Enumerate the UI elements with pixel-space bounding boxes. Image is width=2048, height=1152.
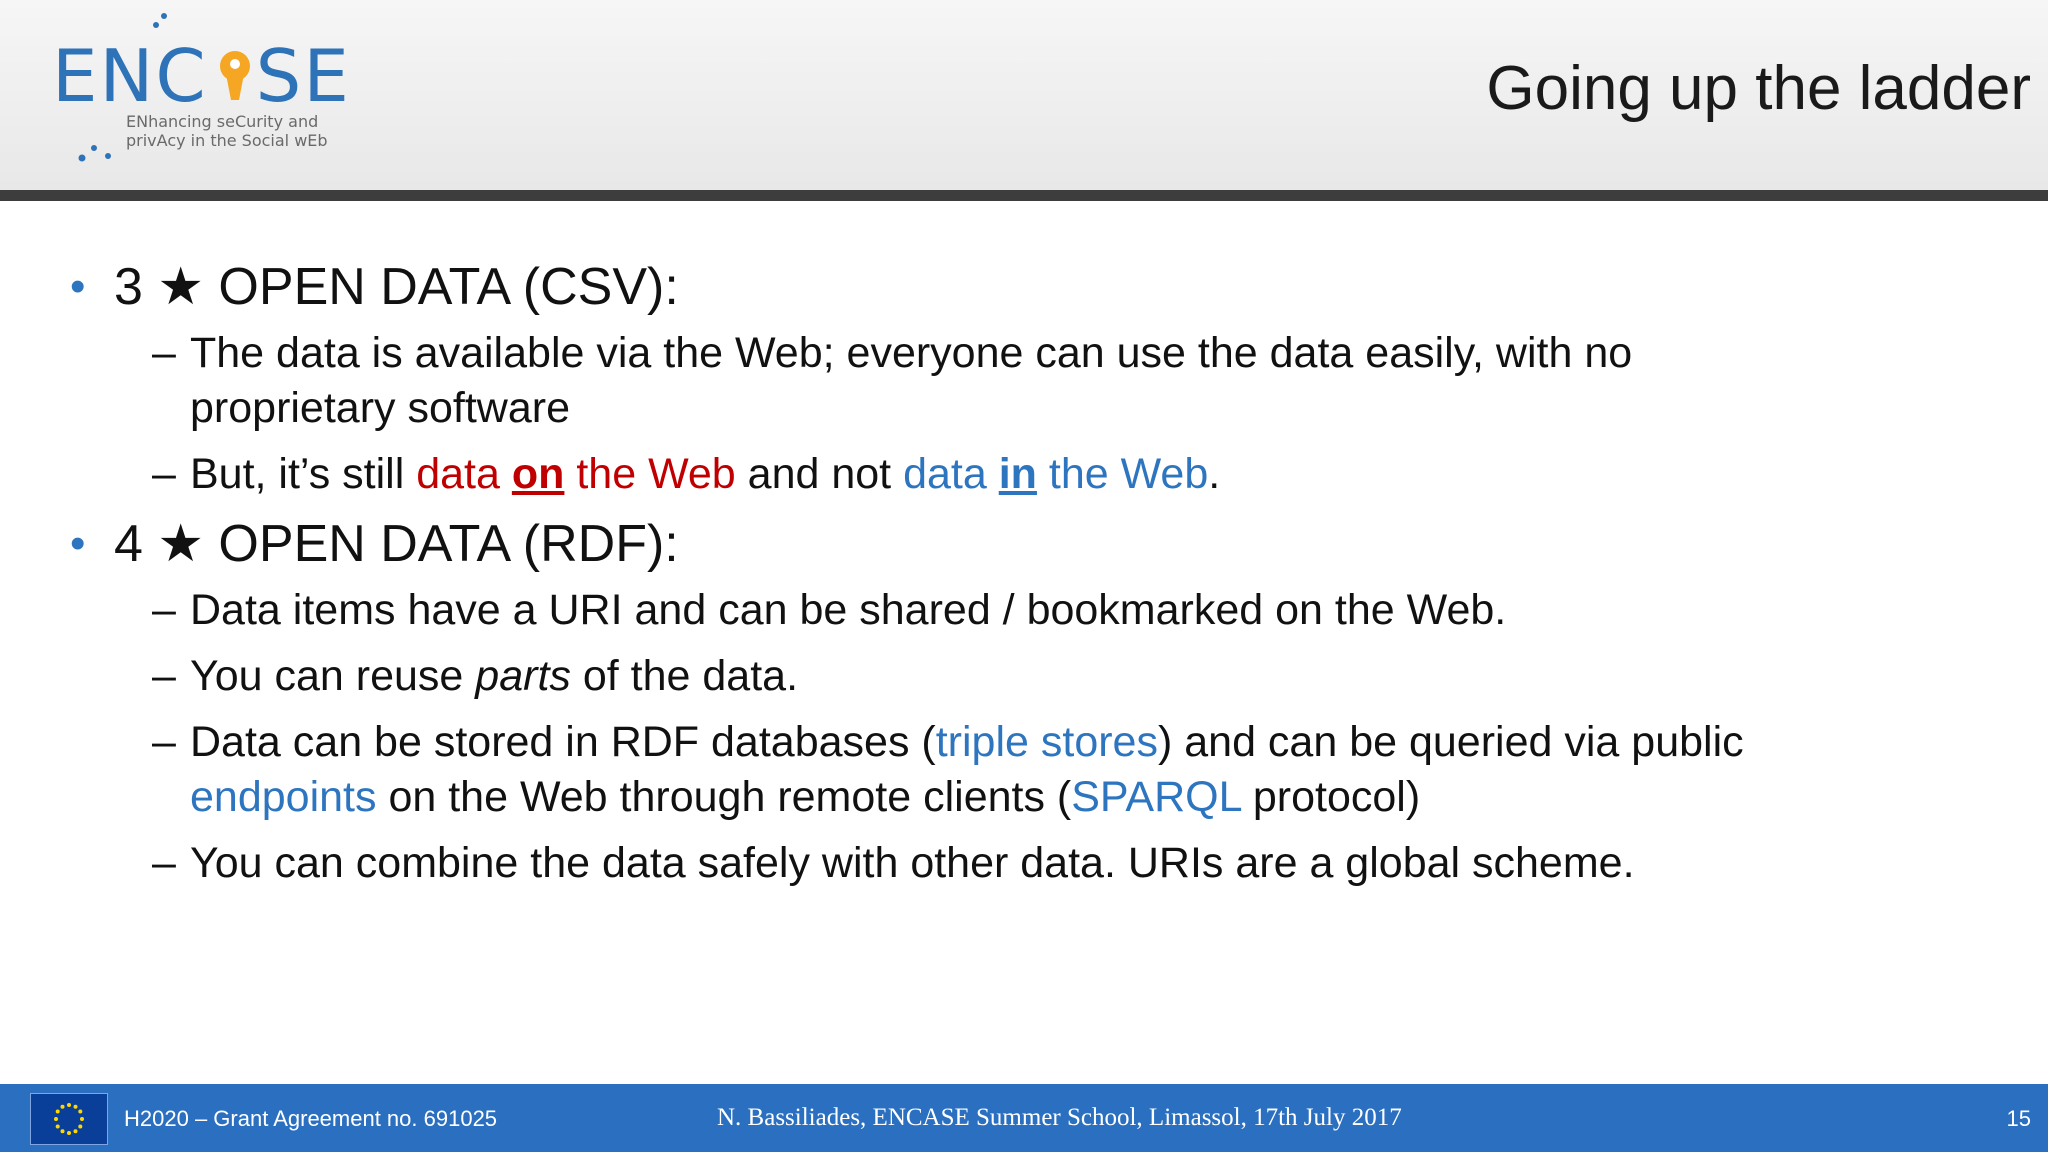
author-event: N. Bassiliades, ENCASE Summer School, Limassol, 17th July 2017 bbox=[717, 1104, 1402, 1131]
list-item: – Data can be stored in RDF databases (triple stores) and can be queried via public endpoints on the Web through remote clients (SPARQL protocol) bbox=[70, 715, 2010, 825]
term-endpoints: endpoints bbox=[190, 773, 377, 821]
slide-body bbox=[70, 256, 2010, 902]
dash-icon: – bbox=[152, 718, 176, 766]
dash-icon: – bbox=[152, 329, 176, 377]
emphasis-in: in bbox=[998, 450, 1037, 498]
list-item: – But, it’s still data on the Web and not data in the Web. bbox=[70, 447, 2010, 502]
header-divider bbox=[0, 190, 2048, 201]
bullet-icon: • bbox=[70, 262, 86, 311]
dash-icon: – bbox=[152, 450, 176, 498]
term-triple-stores: triple stores bbox=[935, 718, 1158, 766]
page-number: 15 bbox=[2006, 1106, 2031, 1131]
eu-flag-icon bbox=[30, 1093, 108, 1145]
logo-tagline: ENhancing seCurity and privAcy in the Social wEb bbox=[126, 112, 328, 150]
grant-agreement: H2020 – Grant Agreement no. 691025 bbox=[124, 1106, 498, 1131]
list-item: – You can combine the data safely with other data. URIs are a global scheme. bbox=[70, 836, 2010, 891]
list-item: – You can reuse parts of the data. bbox=[70, 649, 2010, 704]
slide-header bbox=[0, 0, 2048, 190]
logo-wordmark: ENC SE bbox=[52, 34, 351, 118]
bullet-4-star: • 4 ★ OPEN DATA (RDF): bbox=[70, 515, 679, 573]
slide-title: Going up the ladder bbox=[1486, 54, 2031, 123]
dash-icon: – bbox=[152, 839, 176, 887]
term-sparql: SPARQL bbox=[1071, 773, 1241, 821]
emphasis-on: on bbox=[511, 450, 565, 498]
bullet-icon: • bbox=[70, 519, 86, 568]
slide-footer bbox=[0, 1084, 2048, 1152]
bullet-3-star: • 3 ★ OPEN DATA (CSV): bbox=[70, 258, 679, 316]
dash-icon: – bbox=[152, 652, 176, 700]
list-item: – The data is available via the Web; everyone can use the data easily, with no proprietary software bbox=[70, 326, 2010, 436]
dash-icon: – bbox=[152, 586, 176, 634]
list-item: – Data items have a URI and can be shared / bookmarked on the Web. bbox=[70, 583, 2010, 638]
encase-logo bbox=[52, 8, 362, 178]
